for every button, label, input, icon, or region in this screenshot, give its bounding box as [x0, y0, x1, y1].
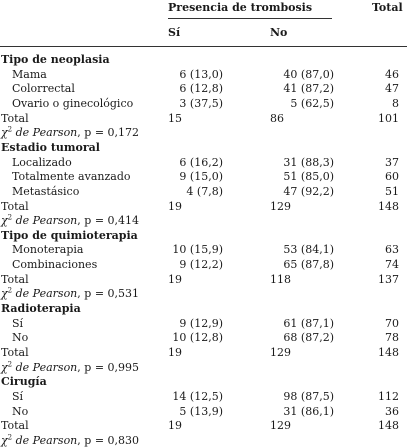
- section-title: Tipo de quimioterapia: [1, 228, 138, 242]
- cell-no: 51 (85,0): [283, 170, 334, 184]
- chi-square-stat: [1, 214, 139, 227]
- row-label: Mama: [12, 67, 47, 81]
- row-label: Localizado: [12, 155, 72, 169]
- cell-total: 37: [385, 155, 399, 169]
- chi-exponent: 2: [7, 125, 13, 134]
- cell-no: 40 (87,0): [283, 67, 334, 81]
- total-total: 148: [378, 419, 399, 433]
- cell-no: 31 (88,3): [283, 155, 334, 169]
- total-total: 148: [378, 346, 399, 359]
- row-label: Combinaciones: [12, 258, 98, 272]
- p-value: , p = 0,414: [77, 214, 140, 228]
- cell-si: 6 (13,0): [179, 67, 223, 81]
- row-label: Monoterapia: [12, 243, 84, 257]
- total-si: 19: [168, 346, 182, 359]
- cell-total: 47: [385, 82, 399, 96]
- chi-symbol: χ: [1, 433, 8, 447]
- total-no: 129: [270, 419, 291, 433]
- total-label: Total: [1, 346, 29, 359]
- total-total: 101: [378, 111, 399, 125]
- row-label: Sí: [12, 389, 24, 403]
- chi-exponent: 2: [7, 359, 13, 368]
- cell-no: 65 (87,8): [283, 258, 334, 272]
- cell-si: 6 (12,8): [179, 82, 223, 96]
- chi-square-stat: [1, 126, 139, 139]
- chi-exponent: 2: [7, 286, 13, 295]
- stat-name: de Pearson: [12, 214, 78, 228]
- header-group-label: Presencia de trombosis: [168, 1, 313, 14]
- row-label: Metastásico: [12, 184, 80, 198]
- total-no: 129: [270, 346, 291, 359]
- cell-total: 74: [385, 258, 399, 272]
- cell-si: 10 (15,9): [172, 243, 223, 257]
- total-label: Total: [1, 272, 29, 286]
- stat-name: de Pearson: [12, 126, 78, 140]
- cell-no: 5 (62,5): [290, 96, 334, 110]
- cell-no: 53 (84,1): [283, 243, 334, 257]
- total-label: Total: [1, 419, 29, 433]
- cell-si: 9 (12,9): [179, 316, 223, 330]
- cell-total: 36: [385, 404, 399, 418]
- chi-symbol: χ: [1, 360, 8, 374]
- stat-name: de Pearson: [12, 360, 78, 374]
- row-label: No: [12, 404, 29, 418]
- row-label: Colorrectal: [12, 82, 75, 96]
- total-si: 19: [168, 272, 182, 286]
- cell-no: 31 (86,1): [283, 404, 334, 418]
- section-title: Radioterapia: [1, 302, 81, 316]
- cell-no: 68 (87,2): [283, 331, 334, 345]
- header-yes-label: Sí: [168, 26, 181, 39]
- total-label: Total: [1, 199, 29, 213]
- header-bottom-rule: [0, 46, 407, 47]
- cell-total: 51: [385, 184, 399, 198]
- total-no: 129: [270, 199, 291, 213]
- cell-si: 3 (37,5): [179, 96, 223, 110]
- total-total: 148: [378, 199, 399, 213]
- total-label: Total: [1, 111, 29, 125]
- p-value: , p = 0,830: [77, 433, 140, 447]
- cell-si: 5 (13,9): [179, 404, 223, 418]
- row-label: No: [12, 331, 29, 345]
- cell-no: 47 (92,2): [283, 184, 334, 198]
- row-label: Totalmente avanzado: [12, 170, 131, 184]
- chi-square-stat: [1, 434, 139, 447]
- header-no-label: No: [270, 26, 288, 39]
- p-value: , p = 0,531: [77, 287, 140, 301]
- cell-no: 61 (87,1): [283, 316, 334, 330]
- row-label: Sí: [12, 316, 24, 330]
- total-si: 19: [168, 419, 182, 433]
- header-total-label: Total: [372, 1, 403, 14]
- total-no: 118: [270, 272, 291, 286]
- section-title: Tipo de neoplasia: [1, 53, 110, 66]
- cell-total: 63: [385, 243, 399, 257]
- chi-square-stat: [1, 287, 139, 300]
- p-value: , p = 0,172: [77, 126, 140, 140]
- cell-total: 60: [385, 170, 399, 184]
- chi-exponent: 2: [7, 433, 13, 442]
- chi-square-stat: [1, 361, 139, 374]
- cell-no: 41 (87,2): [283, 82, 334, 96]
- total-total: 137: [378, 272, 399, 286]
- cell-si: 10 (12,8): [172, 331, 223, 345]
- cell-no: 98 (87,5): [283, 389, 334, 403]
- cell-total: 70: [385, 316, 399, 330]
- chi-symbol: χ: [1, 214, 8, 228]
- cell-total: 8: [392, 96, 399, 110]
- group-underline: [168, 18, 332, 19]
- cell-total: 78: [385, 331, 399, 345]
- total-no: 86: [270, 111, 284, 125]
- stat-name: de Pearson: [12, 433, 78, 447]
- section-title: Estadio tumoral: [1, 140, 100, 154]
- stat-name: de Pearson: [12, 287, 78, 301]
- chi-symbol: χ: [1, 287, 8, 301]
- cell-si: 9 (15,0): [179, 170, 223, 184]
- chi-symbol: χ: [1, 126, 8, 140]
- chi-exponent: 2: [7, 213, 13, 222]
- cell-si: 6 (16,2): [179, 155, 223, 169]
- p-value: , p = 0,995: [77, 360, 140, 374]
- total-si: 15: [168, 111, 182, 125]
- section-title: Cirugía: [1, 375, 47, 389]
- cell-si: 4 (7,8): [186, 184, 223, 198]
- total-si: 19: [168, 199, 182, 213]
- cell-si: 9 (12,2): [179, 258, 223, 272]
- cell-total: 112: [378, 389, 399, 403]
- cell-total: 46: [385, 67, 399, 81]
- row-label: Ovario o ginecológico: [12, 96, 134, 110]
- cell-si: 14 (12,5): [172, 389, 223, 403]
